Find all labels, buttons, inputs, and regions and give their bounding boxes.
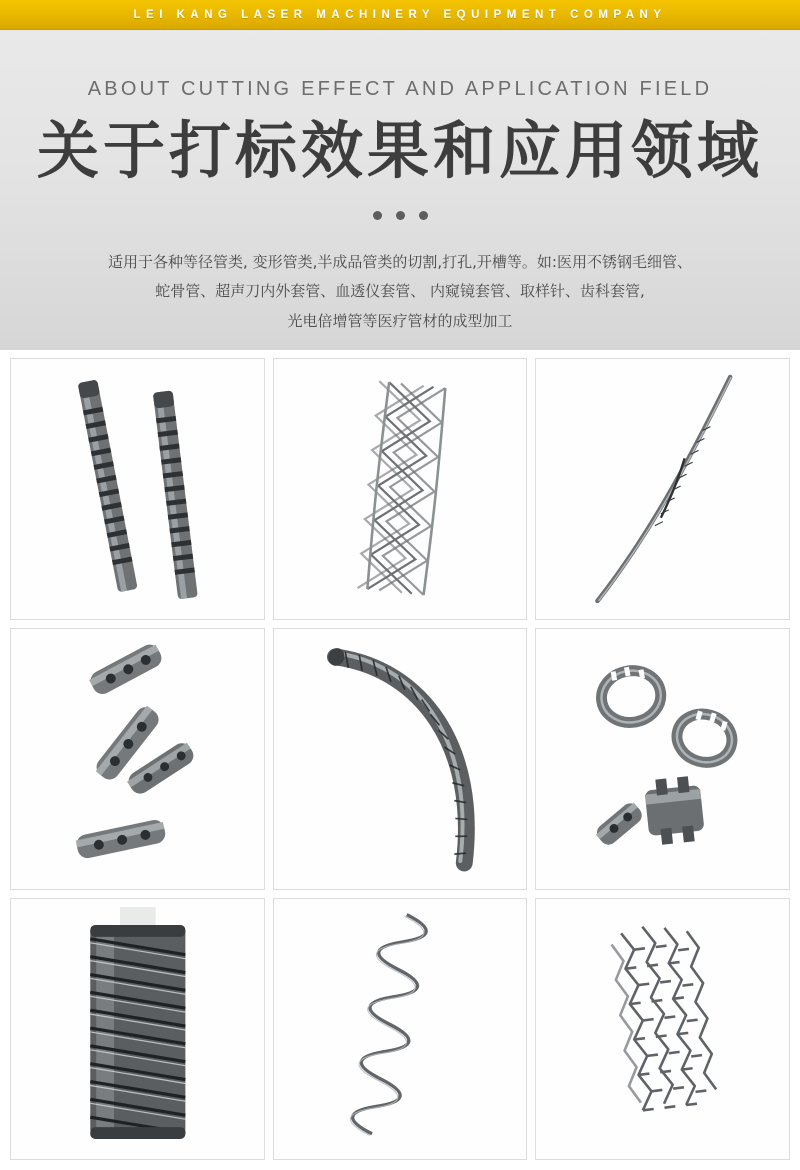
dot-icon — [419, 211, 428, 220]
dot-icon — [396, 211, 405, 220]
braided-mesh-tube-image — [274, 359, 527, 619]
gallery-item-braided-mesh-tube[interactable] — [273, 358, 528, 620]
description-line: 适用于各种等径管类, 变形管类,半成品管类的切割,打孔,开槽等。如:医用不锈钢毛细管、 — [108, 253, 692, 272]
slotted-stainless-tubes-image — [11, 359, 264, 619]
header-eyebrow: ABOUT CUTTING EFFECT AND APPLICATION FIELD — [87, 78, 713, 100]
laser-cut-stent-image — [536, 899, 789, 1159]
gallery-item-coil-spring-tube[interactable] — [273, 898, 528, 1160]
separator-dots — [0, 211, 800, 220]
product-gallery — [0, 350, 800, 1170]
gallery-item-flexible-snake-bone-tube[interactable] — [273, 628, 528, 890]
gallery-item-slotted-stainless-tubes[interactable] — [10, 358, 265, 620]
machined-ring-connectors-image — [536, 629, 789, 889]
page-title: 关于打标效果和应用领域 — [36, 114, 763, 187]
gallery-item-machined-ring-connectors[interactable] — [535, 628, 790, 890]
coil-spring-tube-image — [274, 899, 527, 1159]
description-line: 光电倍增管等医疗管材的成型加工 — [287, 311, 513, 330]
company-name: LEI KANG LASER MACHINERY EQUIPMENT COMPANY — [133, 8, 667, 21]
flexible-snake-bone-tube-image — [274, 629, 527, 889]
thin-capillary-needle-image — [536, 359, 789, 619]
gallery-item-spiral-cut-roller-tube[interactable] — [10, 898, 265, 1160]
gallery-item-perforated-tube-segments[interactable] — [10, 628, 265, 890]
description-line: 蛇骨管、超声刀内外套管、血透仪套管、 内窥镜套管、取样针、齿科套管, — [155, 282, 645, 301]
spiral-cut-roller-tube-image — [11, 899, 264, 1159]
perforated-tube-segments-image — [11, 629, 264, 889]
gallery-item-laser-cut-stent[interactable] — [535, 898, 790, 1160]
brand-bar — [0, 0, 800, 30]
gallery-item-thin-capillary-needle[interactable] — [535, 358, 790, 620]
dot-icon — [373, 211, 382, 220]
header-description — [80, 248, 720, 336]
header-section — [0, 30, 800, 350]
